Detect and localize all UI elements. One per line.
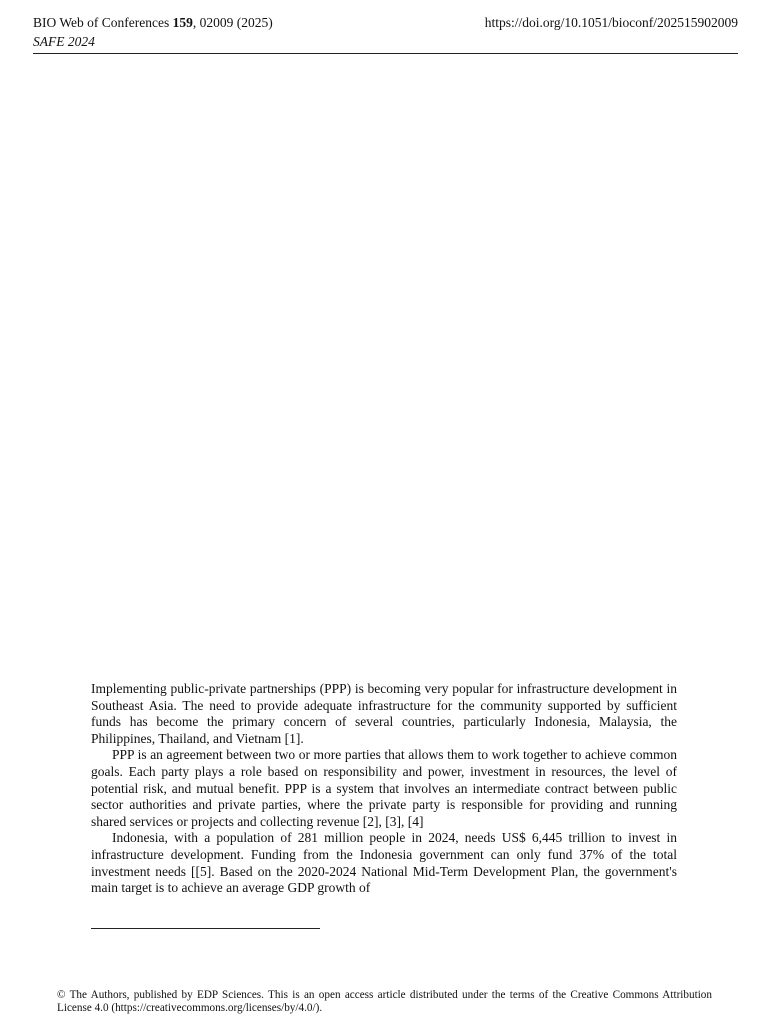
license-notice: © The Authors, published by EDP Sciences. This is an open access article distributed under the terms of the Creative Commons Attribution License 4.0 (https://creativecommons.org/licenses/by/4.0/). (57, 989, 712, 1014)
footnote-divider (91, 928, 320, 929)
paragraph-3: Indonesia, with a population of 281 million people in 2024, needs US$ 6,445 trillion to invest in infrastructure development. Funding from the Indonesia government can only fund 37% of the total investment needs [[5]. Based on the 2020-2024 National Mid-Term Development Plan, the government's main target is to achieve an average GDP growth of (91, 830, 677, 896)
conference-name: SAFE 2024 (33, 34, 95, 49)
paragraph-1: Implementing public-private partnerships (PPP) is becoming very popular for infrastructure development in Southeast Asia. The need to provide adequate infrastructure for the community supported by sufficient funds has become the primary concern of several countries, particularly Indonesia, Malaysia, the Philippines, Thailand, and Vietnam [1]. (91, 681, 677, 746)
volume-number: 159 (172, 15, 193, 30)
journal-info (33, 13, 273, 51)
body-text (91, 681, 677, 897)
journal-citation (33, 13, 273, 32)
paragraph-2: PPP is an agreement between two or more parties that allows them to work together to achieve common goals. Each party plays a role based on responsibility and power, investment in resources, the level of potential risk, and mutual benefit. PPP is a system that involves an intermediate contract between public sector authorities and private parties, where the private party is responsible for providing and running shared services or projects and collecting revenue [2], [3], [4] (91, 747, 677, 829)
doi-link[interactable]: https://doi.org/10.1051/bioconf/202515902009 (484, 15, 738, 30)
article-number: , 02009 (2025) (192, 15, 273, 30)
journal-name: BIO Web of Conferences (33, 15, 173, 30)
running-header (33, 13, 738, 54)
